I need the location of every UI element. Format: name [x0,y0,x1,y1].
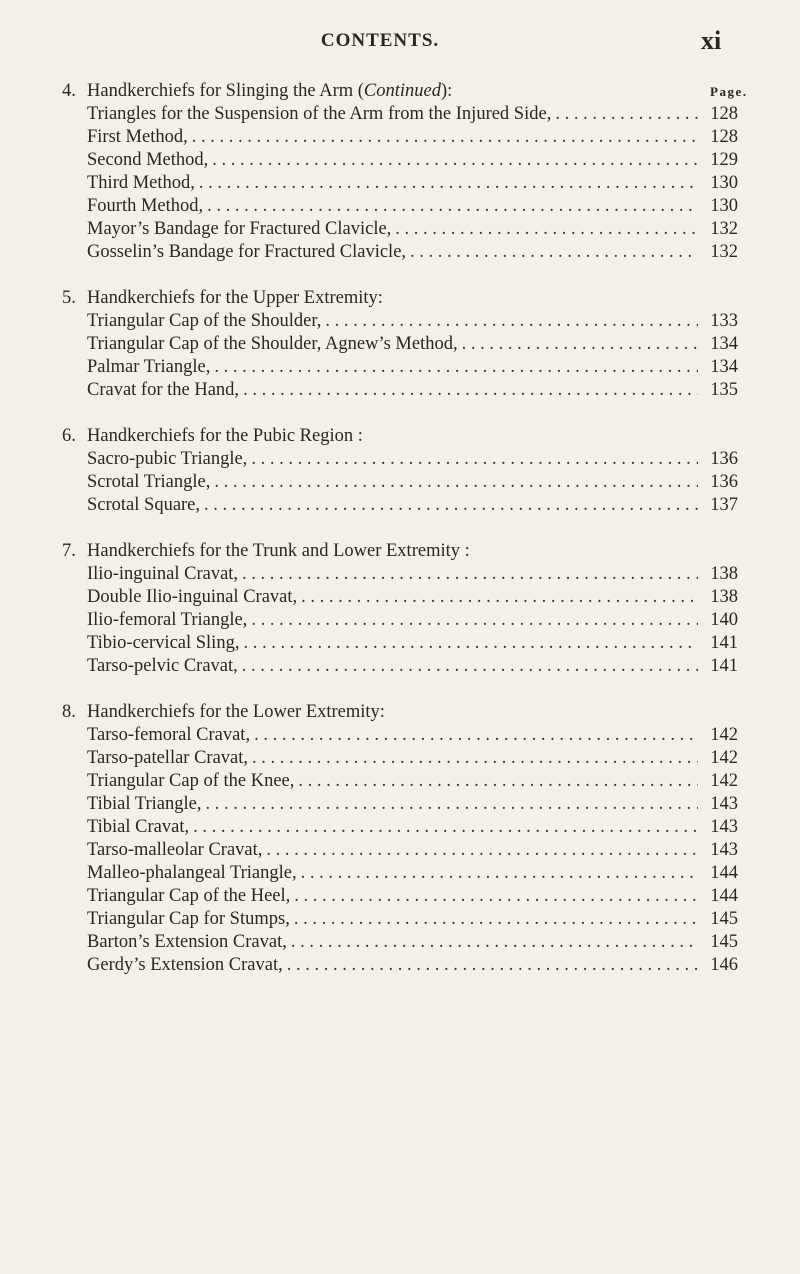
entry-title: Triangular Cap of the Heel, [87,886,291,906]
section-heading [62,287,738,310]
entry-page-number: 142 [710,725,738,745]
entry-page-number: 136 [710,472,738,492]
entry-title: Triangles for the Suspension of the Arm from the Injured Side, [87,104,552,124]
dot-leader [252,747,698,770]
toc-entry [62,632,738,655]
entry-page-number: 144 [710,863,738,883]
dot-leader [291,931,698,954]
toc-entry [62,310,738,333]
section-number: 5. [62,288,76,308]
toc-entry [62,609,738,632]
entry-title: Tarso-femoral Cravat, [87,725,251,745]
entry-title: Double Ilio-inguinal Cravat, [87,587,298,607]
section-heading [62,425,738,448]
toc-entry [62,218,738,241]
section-number: 7. [62,541,76,561]
dot-leader [214,356,698,379]
entry-title: Triangular Cap of the Shoulder, [87,311,322,331]
toc-entry [62,448,738,471]
dot-leader [204,494,698,517]
dot-leader [298,770,698,793]
entry-title: Tibial Triangle, [87,794,202,814]
entry-title: Gosselin’s Bandage for Fractured Clavicle, [87,242,407,262]
toc-section [62,287,738,402]
dot-leader [243,379,698,402]
toc-entry [62,816,738,839]
running-title: CONTENTS. [320,30,440,51]
dot-leader [254,724,698,747]
entry-page-number: 135 [710,380,738,400]
entry-page-number: 143 [710,840,738,860]
toc-entry [62,379,738,402]
toc-entry [62,356,738,379]
section-title: Handkerchiefs for the Lower Extremity: [87,702,385,722]
entry-title: Gerdy’s Extension Cravat, [87,955,283,975]
dot-leader [243,632,698,655]
toc-section [62,425,738,517]
section-heading [62,701,738,724]
entry-page-number: 140 [710,610,738,630]
section-heading [62,540,738,563]
entry-title: Scrotal Square, [87,495,201,515]
entry-title: Second Method, [87,150,209,170]
entry-page-number: 128 [710,104,738,124]
dot-leader [192,126,698,149]
entry-title: Triangular Cap of the Knee, [87,771,295,791]
toc-section [62,540,738,678]
toc-entry [62,655,738,678]
toc-entry [62,862,738,885]
entry-page-number: 129 [710,150,738,170]
entry-page-number: 132 [710,219,738,239]
toc-entry [62,724,738,747]
entry-title: Scrotal Triangle, [87,472,211,492]
entry-title: Tibial Cravat, [87,817,190,837]
entry-title: Mayor’s Bandage for Fractured Clavicle, [87,219,392,239]
section-number: 6. [62,426,76,446]
entry-page-number: 142 [710,771,738,791]
toc-entry [62,770,738,793]
entry-title: Triangular Cap of the Shoulder, Agnew’s Method, [87,334,458,354]
entry-title: Malleo-phalangeal Triangle, [87,863,297,883]
dot-leader [325,310,698,333]
section-title: Handkerchiefs for the Upper Extremity: [87,288,383,308]
toc-entry [62,563,738,586]
section-title-suffix: ): [441,81,453,101]
toc-entry [62,241,738,264]
toc-entry [62,172,738,195]
entry-title: Tibio-cervical Sling, [87,633,240,653]
dot-leader [251,448,698,471]
dot-leader [242,563,698,586]
entry-page-number: 145 [710,932,738,952]
dot-leader [251,609,698,632]
toc-entry [62,195,738,218]
entry-page-number: 134 [710,334,738,354]
dot-leader [301,586,698,609]
entry-title: Cravat for the Hand, [87,380,240,400]
toc-entry [62,908,738,931]
toc-entry [62,954,738,977]
dot-leader [462,333,698,356]
dot-leader [287,954,698,977]
entry-page-number: 128 [710,127,738,147]
dot-leader [214,471,698,494]
entry-page-number: 143 [710,794,738,814]
dot-leader [242,655,698,678]
entry-page-number: 136 [710,449,738,469]
entry-page-number: 141 [710,633,738,653]
toc-entry [62,494,738,517]
entry-title: Tarso-malleolar Cravat, [87,840,263,860]
entry-title: Tarso-patellar Cravat, [87,748,249,768]
dot-leader [294,908,698,931]
entry-title: Triangular Cap for Stumps, [87,909,290,929]
entry-page-number: 143 [710,817,738,837]
table-of-contents [62,80,738,1000]
entry-page-number: 144 [710,886,738,906]
entry-page-number: 130 [710,196,738,216]
toc-section [62,80,738,264]
entry-page-number: 138 [710,564,738,584]
dot-leader [212,149,698,172]
entry-page-number: 142 [710,748,738,768]
dot-leader [193,816,698,839]
entry-page-number: 132 [710,242,738,262]
section-title: Handkerchiefs for the Trunk and Lower Extremity : [87,541,470,561]
dot-leader [294,885,698,908]
entry-page-number: 138 [710,587,738,607]
toc-entry [62,747,738,770]
entry-title: Palmar Triangle, [87,357,211,377]
dot-leader [199,172,698,195]
entry-page-number: 134 [710,357,738,377]
entry-title: Ilio-femoral Triangle, [87,610,248,630]
dot-leader [266,839,698,862]
section-title: Handkerchiefs for Slinging the Arm ( [87,81,364,101]
entry-page-number: 130 [710,173,738,193]
entry-title: Sacro-pubic Triangle, [87,449,248,469]
toc-entry [62,885,738,908]
toc-entry [62,793,738,816]
entry-page-number: 145 [710,909,738,929]
running-head [0,26,800,55]
dot-leader [555,103,698,126]
page-folio: xi [701,26,722,55]
entry-title: First Method, [87,127,188,147]
toc-section [62,701,738,977]
dot-leader [395,218,698,241]
toc-entry [62,931,738,954]
entry-title: Third Method, [87,173,195,193]
toc-entry [62,471,738,494]
entry-page-number: 141 [710,656,738,676]
section-title: Handkerchiefs for the Pubic Region : [87,426,363,446]
toc-entry [62,333,738,356]
toc-entry [62,126,738,149]
dot-leader [205,793,698,816]
toc-entry [62,149,738,172]
dot-leader [301,862,698,885]
page-column-label: Page. [710,84,748,99]
section-heading [62,80,738,103]
entry-page-number: 137 [710,495,738,515]
section-number: 4. [62,81,76,101]
section-continued: Continued [363,81,442,101]
dot-leader [410,241,698,264]
entry-page-number: 133 [710,311,738,331]
entry-title: Ilio-inguinal Cravat, [87,564,239,584]
entry-title: Tarso-pelvic Cravat, [87,656,238,676]
toc-entry [62,103,738,126]
section-number: 8. [62,702,76,722]
toc-entry [62,839,738,862]
entry-title: Fourth Method, [87,196,204,216]
toc-entry [62,586,738,609]
entry-title: Barton’s Extension Cravat, [87,932,287,952]
dot-leader [207,195,698,218]
entry-page-number: 146 [710,955,738,975]
